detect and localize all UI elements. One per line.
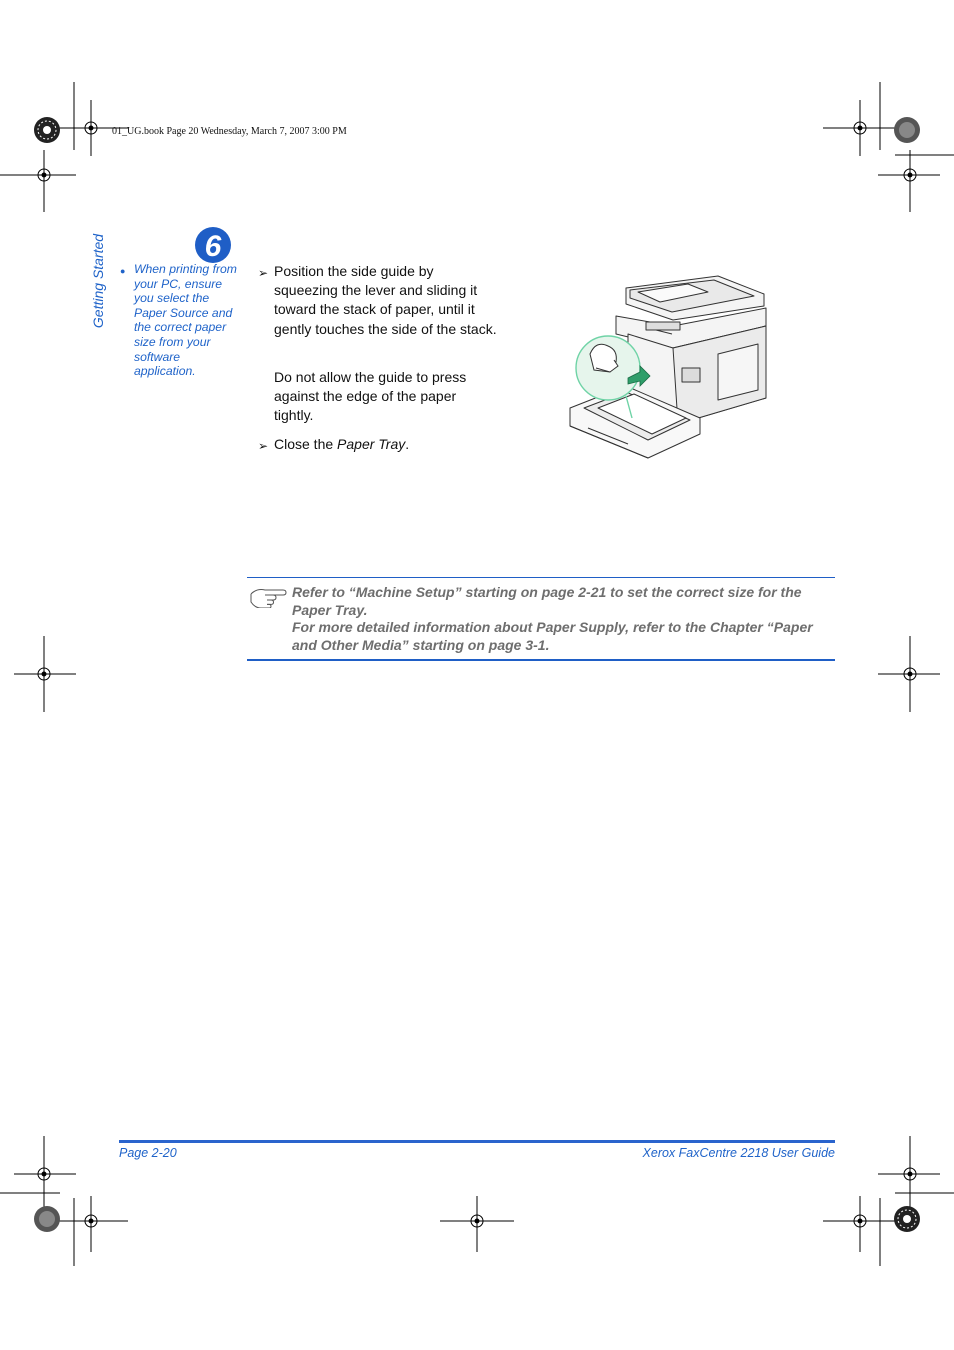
instruction-1 <box>258 262 498 339</box>
instruction-text: Position the side guide by squeezing the lever and sliding it toward the stack of paper, until it gently touches the side of the stack. <box>274 263 497 337</box>
margin-note <box>120 262 238 379</box>
footer-rule <box>119 1140 835 1143</box>
instruction-2 <box>258 435 498 454</box>
note-line-1: Refer to “Machine Setup” starting on page 2-21 to set the correct size for the Paper Tray. <box>292 584 802 618</box>
step-badge <box>194 226 232 264</box>
guide-title: Xerox FaxCentre 2218 User Guide <box>642 1146 835 1160</box>
side-tab-label: Getting Started <box>90 233 106 329</box>
step-number-icon <box>194 226 232 264</box>
arrow-bullet-icon: ➢ <box>258 439 269 453</box>
warning-paragraph: Do not allow the guide to press against the edge of the paper tightly. <box>274 369 467 424</box>
step-number: 6 <box>204 230 222 263</box>
page-number: Page 2-20 <box>119 1146 177 1160</box>
bullet-icon: ● <box>120 266 126 276</box>
arrow-bullet-icon: ➢ <box>258 266 269 280</box>
side-tab <box>88 226 108 336</box>
copier-paper-tray-illustration <box>568 268 770 460</box>
note-top-rule <box>247 577 835 578</box>
instruction-text: Close the Paper Tray. <box>274 436 410 452</box>
note-text <box>292 584 837 654</box>
pointing-hand-icon <box>249 586 287 608</box>
note-bottom-rule <box>247 659 835 661</box>
book-header: 01_UG.book Page 20 Wednesday, March 7, 2007 3:00 PM <box>112 126 347 137</box>
note-line-2: For more detailed information about Paper Supply, refer to the Chapter “Paper and Other Media” starting on page 3-1. <box>292 619 813 653</box>
margin-note-text: When printing from your PC, ensure you select the Paper Source and the correct paper size from your software application. <box>134 262 237 379</box>
